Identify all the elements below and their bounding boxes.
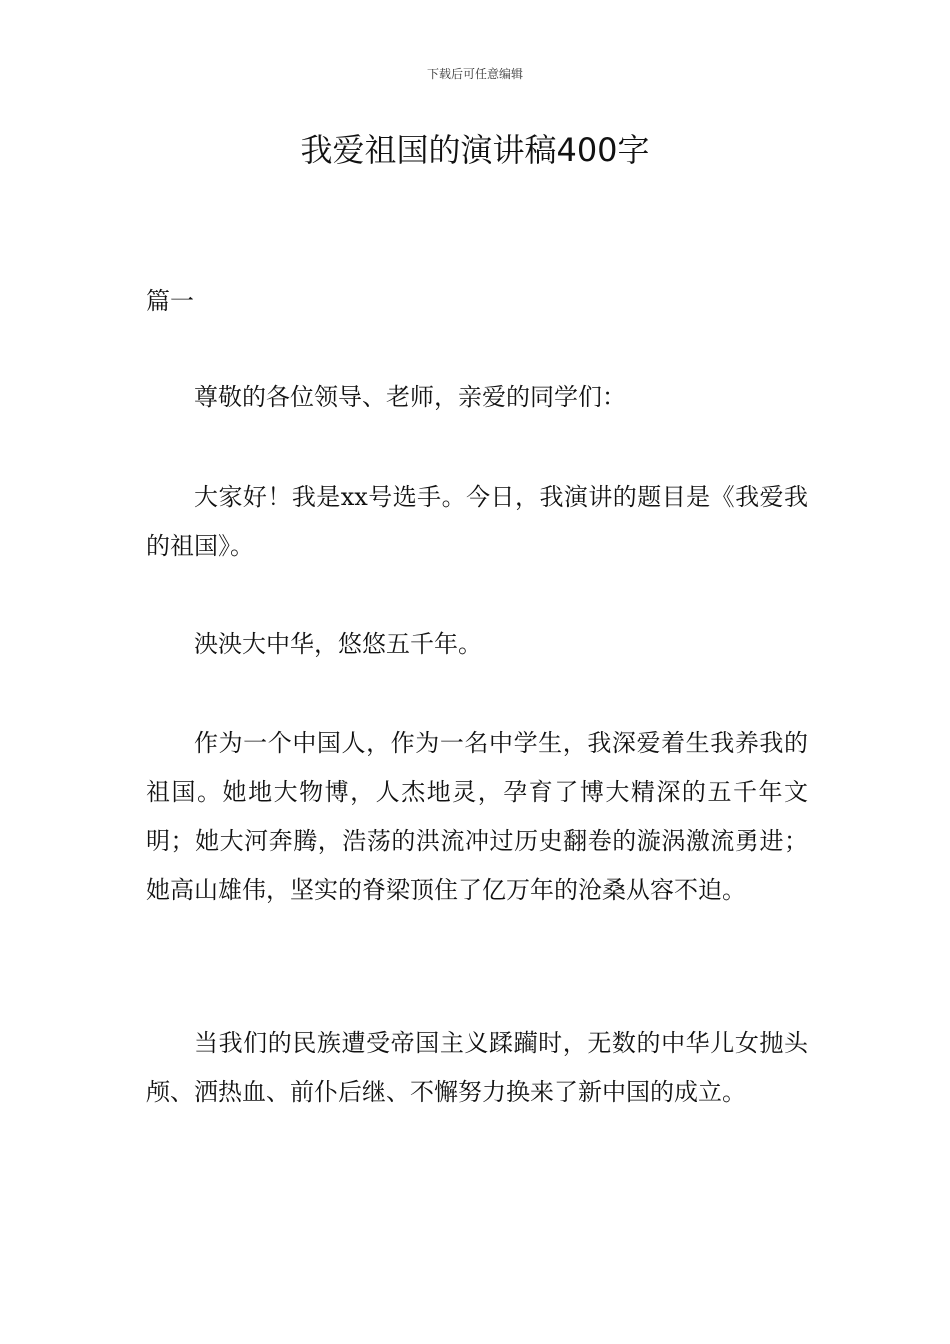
paragraph-love-of-country: 作为一个中国人，作为一名中学生，我深爱着生我养我的祖国。她地大物博，人杰地灵，孕育了博大精深的五千年文明；她大河奔腾，浩荡的洪流冲过历史翻卷的漩涡激流勇进；她高山雄伟，坚实的脊梁顶住了亿万年的沧桑从容不迫。 <box>146 729 808 904</box>
paragraph-introduction: 大家好！我是xx号选手。今日，我演讲的题目是《我爱我的祖国》。 <box>146 483 808 560</box>
section-label: 篇一 <box>146 287 194 315</box>
header-note: 下载后可任意编辑 <box>426 67 523 81</box>
document-title: 我爱祖国的演讲稿400字 <box>300 131 650 169</box>
paragraph-history: 当我们的民族遭受帝国主义蹂躏时，无数的中华儿女抛头颅、洒热血、前仆后继、不懈努力换来了新中国的成立。 <box>146 1029 808 1106</box>
paragraph-opening-line: 泱泱大中华，悠悠五千年。 <box>194 630 482 658</box>
paragraph-greeting: 尊敬的各位领导、老师，亲爱的同学们： <box>194 383 626 411</box>
